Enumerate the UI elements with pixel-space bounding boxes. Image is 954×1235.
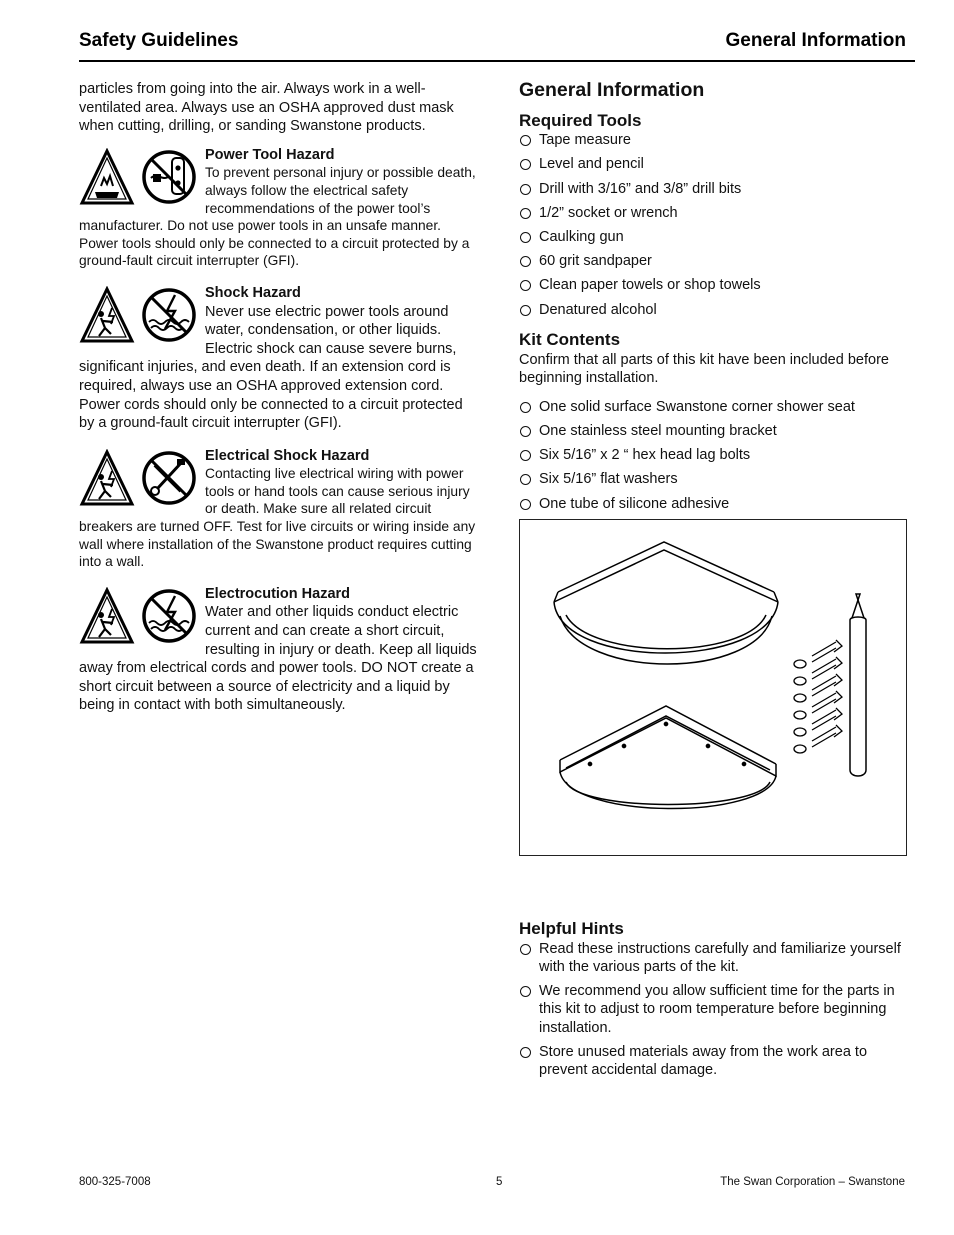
hazard-electrocution — [79, 585, 477, 715]
hazard-icon-group — [79, 587, 197, 645]
hazard-body: Never use electric power tools around water, condensation, or other liquids. Electric shock can cause severe burns, significant injuries, and even death. If an extension cord is required, always use an OSHA approved extension cord. Power cords should only be connected to a circuit protected by a ground-fault circuit interrupter (GFI). — [79, 303, 463, 432]
helpful-hints-section — [519, 920, 915, 1085]
list-item — [519, 276, 915, 295]
list-item — [519, 228, 915, 247]
hazard-title: Electrical Shock Hazard — [205, 447, 370, 464]
list-item — [519, 495, 915, 514]
list-item-text: Six 5/16” x 2 “ hex head lag bolts — [539, 447, 751, 464]
kit-contents-intro: Confirm that all parts of this kit have been included before beginning installation. — [519, 351, 889, 387]
general-information-heading: General Information — [519, 79, 705, 101]
required-tools-list — [519, 131, 915, 319]
open-circle-bullet-icon — [520, 986, 531, 997]
hazard-electrical-shock — [79, 447, 477, 571]
list-item — [519, 1043, 915, 1080]
open-circle-bullet-icon — [520, 499, 531, 510]
open-circle-bullet-icon — [520, 184, 531, 195]
kit-contents-illustration — [519, 519, 907, 856]
general-information-column — [519, 80, 915, 856]
helpful-hints-list — [519, 940, 915, 1080]
list-item-text: Caulking gun — [539, 228, 624, 245]
hazard-icon-group — [79, 286, 197, 344]
open-circle-bullet-icon — [520, 426, 531, 437]
list-item-text: Clean paper towels or shop towels — [539, 277, 761, 294]
safety-guidelines-column — [79, 80, 477, 729]
list-item-text: One tube of silicone adhesive — [539, 495, 730, 512]
list-item — [519, 940, 915, 977]
section-title-safety: Safety Guidelines — [79, 30, 239, 51]
kit-contents-list — [519, 398, 915, 513]
required-tools-heading: Required Tools — [519, 110, 642, 130]
open-circle-bullet-icon — [520, 402, 531, 413]
hazard-title: Shock Hazard — [205, 284, 301, 301]
hazard-power-tool — [79, 146, 477, 270]
warning-triangle-icon — [79, 587, 135, 645]
list-item-text: One solid surface Swanstone corner shower seat — [539, 398, 855, 415]
open-circle-bullet-icon — [520, 474, 531, 485]
list-item — [519, 398, 915, 417]
hazard-icon-group — [79, 148, 197, 206]
list-item-text: Tape measure — [539, 132, 631, 149]
open-circle-bullet-icon — [520, 208, 531, 219]
list-item — [519, 252, 915, 271]
list-item-text: One stainless steel mounting bracket — [539, 423, 777, 440]
list-item-text: Level and pencil — [539, 156, 644, 173]
open-circle-bullet-icon — [520, 305, 531, 316]
footer-page-number: 5 — [496, 1176, 503, 1188]
prohibition-circle-icon — [141, 148, 197, 206]
open-circle-bullet-icon — [520, 280, 531, 291]
hazard-shock — [79, 284, 477, 433]
kit-contents-heading: Kit Contents — [519, 330, 621, 350]
prohibition-circle-icon — [141, 587, 197, 645]
list-item-text: Denatured alcohol — [539, 301, 657, 318]
prohibition-circle-icon — [141, 286, 197, 344]
helpful-hints-heading: Helpful Hints — [519, 919, 624, 938]
hazard-icon-group — [79, 449, 197, 507]
silicone-tube-drawing — [850, 594, 866, 776]
list-item-text: Store unused materials away from the work area to prevent accidental damage. — [539, 1043, 868, 1079]
intro-paragraph: particles from going into the air. Always work in a well-ventilated area. Always use an OSHA approved dust mask when cutting, drilling, or sanding Swanstone products. — [79, 81, 454, 135]
hazard-title: Power Tool Hazard — [205, 146, 335, 163]
list-item — [519, 180, 915, 199]
hazard-body: Water and other liquids conduct electric current and can create a short circuit, resulting in injury or death. Keep all liquids away from electrical cords and power tools. DO NOT create a short circuit between a source of electricity and a liquid by being in contact with both simultaneously. — [79, 604, 477, 714]
hazard-body: To prevent personal injury or possible death, always follow the electrical safety recommendations of the power tool’s manufacturer. Do not use power tools in an unsafe manner. Power tools should only be connected to a circuit protected by a ground-fault circuit interrupter (GFI). — [79, 165, 476, 269]
warning-triangle-icon — [79, 148, 135, 206]
list-item — [519, 204, 915, 223]
kit-drawing — [520, 520, 906, 855]
mounting-bracket-drawing — [560, 706, 776, 809]
warning-triangle-icon — [79, 449, 135, 507]
list-item — [519, 446, 915, 465]
prohibition-circle-icon — [141, 449, 197, 507]
lag-bolts-drawing — [794, 640, 842, 753]
list-item-text: Six 5/16” flat washers — [539, 471, 678, 488]
hazard-title: Electrocution Hazard — [205, 585, 351, 602]
hazard-body: Contacting live electrical wiring with power tools or hand tools can cause serious injury or death. Make sure all related circuit breakers are turned OFF. Test for live circuits or wiring inside any wall where installation of the Swanstone product requires cutting into a wall. — [79, 466, 476, 570]
footer-phone: 800-325-7008 — [79, 1176, 151, 1188]
open-circle-bullet-icon — [520, 944, 531, 955]
header-divider — [79, 60, 915, 62]
open-circle-bullet-icon — [520, 256, 531, 267]
list-item-text: 60 grit sandpaper — [539, 253, 652, 270]
open-circle-bullet-icon — [520, 1047, 531, 1058]
open-circle-bullet-icon — [520, 450, 531, 461]
list-item — [519, 982, 915, 1038]
footer-company: The Swan Corporation – Swanstone — [720, 1176, 905, 1188]
corner-seat-drawing — [554, 542, 778, 664]
warning-triangle-icon — [79, 286, 135, 344]
open-circle-bullet-icon — [520, 135, 531, 146]
list-item — [519, 301, 915, 320]
list-item — [519, 422, 915, 441]
list-item-text: We recommend you allow sufficient time for the parts in this kit to adjust to room temperature before beginning installation. — [539, 982, 895, 1036]
section-title-general: General Information — [725, 30, 906, 51]
list-item — [519, 131, 915, 150]
open-circle-bullet-icon — [520, 232, 531, 243]
list-item-text: 1/2” socket or wrench — [539, 204, 678, 221]
list-item — [519, 155, 915, 174]
list-item-text: Read these instructions carefully and familiarize yourself with the various parts of the kit. — [539, 940, 901, 976]
open-circle-bullet-icon — [520, 159, 531, 170]
list-item-text: Drill with 3/16” and 3/8” drill bits — [539, 180, 742, 197]
list-item — [519, 470, 915, 489]
